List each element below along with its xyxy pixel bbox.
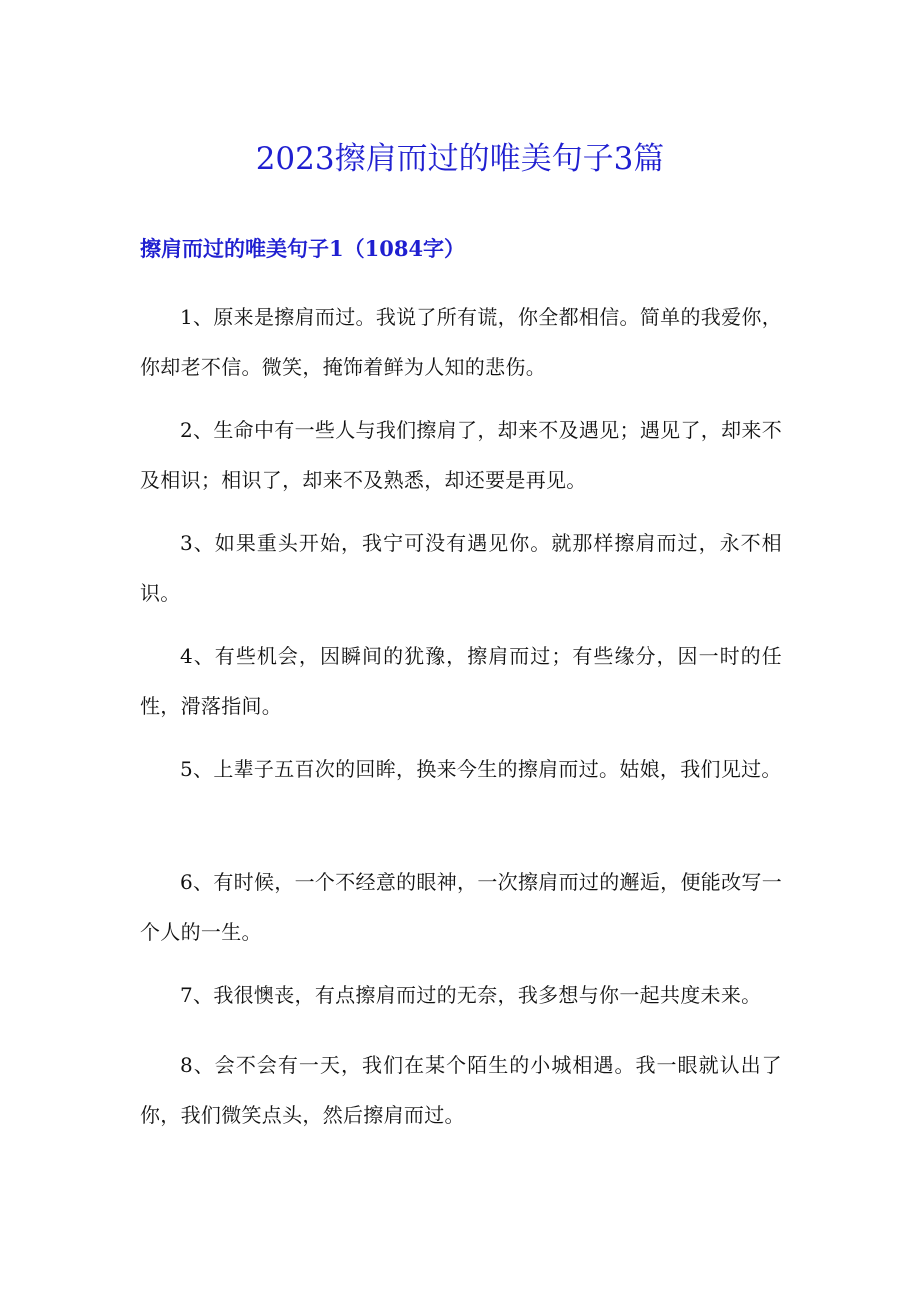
paragraph-2: 2、生命中有一些人与我们擦肩了，却来不及遇见；遇见了，却来不及相识；相识了，却来不及熟悉，却还要是再见。 — [140, 418, 782, 492]
paragraph-6: 6、有时候，一个不经意的眼神，一次擦肩而过的邂逅，便能改写一个人的一生。 — [140, 870, 782, 944]
section-heading: 擦肩而过的唯美句子1（1084字） — [140, 236, 466, 261]
document-title: 2023擦肩而过的唯美句子3篇 — [255, 141, 665, 177]
paragraph-5: 5、上辈子五百次的回眸，换来今生的擦肩而过。姑娘，我们见过。 — [180, 757, 782, 781]
paragraph-3: 3、如果重头开始，我宁可没有遇见你。就那样擦肩而过，永不相识。 — [140, 531, 782, 605]
paragraph-8: 8、会不会有一天，我们在某个陌生的小城相遇。我一眼就认出了你，我们微笑点头，然后擦肩而过。 — [140, 1053, 782, 1127]
paragraph-7: 7、我很懊丧，有点擦肩而过的无奈，我多想与你一起共度未来。 — [180, 983, 762, 1007]
paragraph-4: 4、有些机会，因瞬间的犹豫，擦肩而过；有些缘分，因一时的任性，滑落指间。 — [140, 644, 782, 718]
paragraph-1: 1、原来是擦肩而过。我说了所有谎，你全都相信。简单的我爱你，你却老不信。微笑，掩饰着鲜为人知的悲伤。 — [140, 305, 782, 379]
